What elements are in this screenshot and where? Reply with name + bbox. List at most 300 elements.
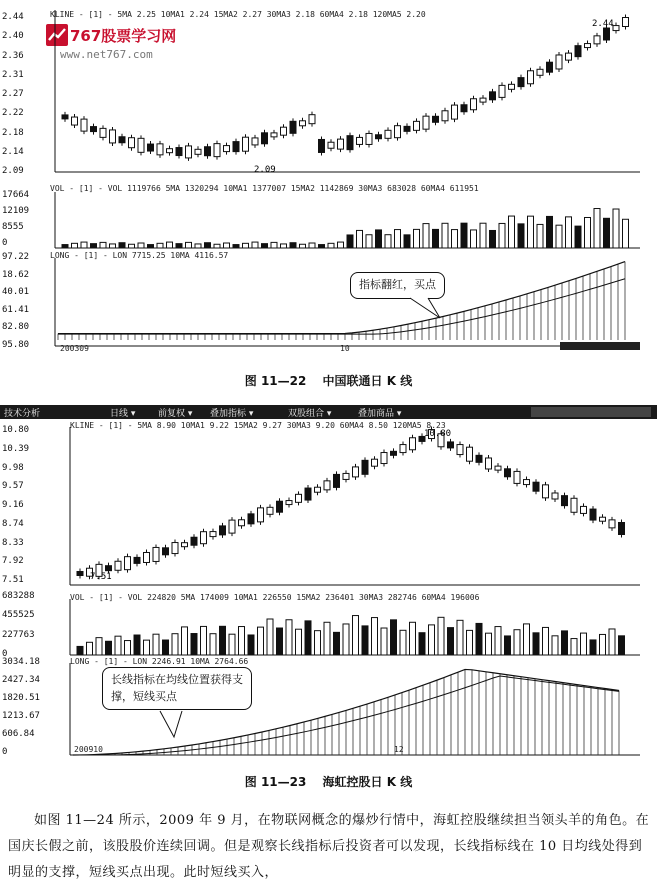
chart-1-candle — [309, 115, 315, 124]
chart-1-candle — [252, 138, 258, 145]
chart-1-vol-bar — [433, 229, 439, 248]
chart-1-candle — [138, 138, 144, 152]
chart-2-vol-bar — [533, 633, 539, 655]
chart-1-vol-bar — [442, 223, 448, 248]
chart-2-candle — [305, 488, 311, 500]
chart-1-candles — [0, 0, 657, 175]
chart-1-vol-bar — [613, 209, 619, 248]
chart-1-vol-bar — [556, 225, 562, 248]
chart-1-candle — [338, 139, 344, 149]
chart-1-vol-bar — [509, 216, 515, 248]
chart-1-candle — [157, 144, 163, 155]
chart-1-candle — [471, 99, 477, 110]
chart-1-lon-tick: 40.01 — [2, 287, 30, 298]
chart-1-candle — [347, 136, 353, 150]
chart-1-vol-bar — [300, 244, 306, 248]
chart-1-candle — [290, 121, 296, 133]
chart-1-candle — [319, 139, 325, 152]
chart-1-low-label: 2.09 — [254, 165, 276, 175]
chart-1-vol-bar — [623, 219, 629, 248]
chart-1-price-tick: 2.40 — [2, 31, 24, 42]
chart-1-lon-tick: 82.80 — [2, 322, 30, 333]
chart-1-candle — [537, 69, 543, 75]
chart-1-candle — [300, 121, 306, 126]
chart-1-vol-bar — [186, 242, 192, 248]
chart-1-vol-bar — [91, 244, 97, 248]
chart-1-vol-bar — [271, 242, 277, 248]
chart-2-vol-bar — [191, 634, 197, 655]
chart-1-kline-header: KLINE - [1] - 5MA 2.25 10MA1 2.24 15MA2 2.27 30MA3 2.18 60MA4 2.18 120MA5 2.20 — [50, 10, 426, 19]
chart-2-candle — [543, 485, 549, 498]
chart-2-candle — [172, 543, 178, 554]
chart-2-candle — [410, 438, 416, 450]
chart-2-vol-bar — [229, 634, 235, 655]
chart-1-candle — [271, 133, 277, 137]
chart-1-vol-bar — [129, 244, 135, 248]
chart-2-panel — [0, 419, 657, 799]
menu-item-analysis[interactable]: 技术分析 — [4, 409, 41, 419]
chart-2-price-tick: 7.51 — [2, 575, 24, 585]
chart-1-candle — [243, 137, 249, 151]
chart-2-vol-bar — [419, 633, 425, 655]
chart-2-candle — [106, 566, 112, 571]
chart-1-vol-bar — [243, 243, 249, 248]
chart-1-candle — [176, 148, 182, 156]
chart-2-vol-bar — [210, 634, 216, 655]
chart-2-vol-bar — [476, 623, 482, 655]
chart-1-lon-tick: 18.62 — [2, 269, 30, 280]
chart-1-callout: 指标翻红，买点 — [350, 272, 445, 299]
chart-1-candle — [186, 146, 192, 158]
chart-1-candle — [461, 105, 467, 112]
chart-1-vol-bar — [395, 230, 401, 248]
chart-2-vol-bar — [286, 620, 292, 655]
chart-1-vol-bar — [566, 217, 572, 248]
chart-1-lon-tick: 97.22 — [2, 252, 30, 262]
chart-2-vol-bar — [296, 629, 302, 655]
chart-1-caption-title: 中国联通日 K 线 — [322, 374, 413, 388]
chart-1-lon-tick: 61.41 — [2, 304, 30, 315]
chart-1-vol-bar — [262, 244, 268, 248]
chart-1-candle — [148, 144, 154, 151]
chart-2-vol-tick: 0 — [2, 649, 8, 659]
chart-2-candle — [372, 459, 378, 466]
chart-2-vol-bar — [134, 635, 140, 655]
chart-2-candle — [144, 552, 150, 562]
chart-2-candle — [457, 445, 463, 455]
chart-1-vol-bar — [338, 242, 344, 248]
chart-1-candle — [385, 130, 391, 138]
chart-1-vol-bar — [148, 245, 154, 248]
chart-1-price-tick: 2.31 — [2, 69, 24, 80]
chart-1-lon-line — [58, 262, 625, 334]
chart-1-vol-bar — [233, 245, 239, 248]
chart-2-candle — [210, 532, 216, 537]
chart-2-vol-bar — [334, 632, 340, 655]
chart-2-candle — [286, 501, 292, 505]
chart-2-vol-bar — [381, 628, 387, 655]
chart-2-vol-bar — [438, 617, 444, 655]
chart-2-candle — [562, 496, 568, 506]
chart-2-candle — [590, 509, 596, 520]
chart-1-candle — [224, 146, 230, 152]
chart-2-caption-title: 海虹控股日 K 线 — [322, 775, 413, 789]
chart-2-candle — [134, 557, 140, 563]
chart-1-price-tick: 2.27 — [2, 89, 24, 99]
chart-2-candle — [220, 526, 226, 535]
chart-1-candle — [262, 133, 268, 144]
menu-item-combo[interactable]: 双股组合 ▾ — [288, 409, 332, 419]
chart-2-vol-header: VOL - [1] - VOL 224820 5MA 174009 10MA1 226550 15MA2 236401 30MA3 282746 60MA4 196006 — [70, 593, 480, 602]
chart-1-price-tick: 2.44 — [2, 12, 24, 22]
chart-1-vol-bar — [347, 235, 353, 248]
chart-2-vol-bar — [505, 636, 511, 655]
chart-2-vol-bar — [267, 619, 273, 655]
chart-1-candle — [404, 126, 410, 131]
chart-2-vol-bar — [600, 634, 606, 655]
chart-1-candle — [81, 119, 87, 131]
chart-1-vol-bar — [319, 245, 325, 248]
chart-1-candle — [395, 126, 401, 138]
chart-2-candle — [353, 467, 359, 477]
chart-2-kline-header: KLINE - [1] - 5MA 8.90 10MA1 9.22 15MA2 9.27 30MA3 9.20 60MA4 8.50 120MA5 8.23 — [70, 421, 446, 430]
chart-2-candle — [581, 506, 587, 513]
chart-2-price-tick: 10.39 — [2, 443, 30, 454]
chart-2-lon-tick: 3034.18 — [2, 657, 40, 667]
chart-2-candle — [486, 458, 492, 469]
chart-1-vol-bar — [81, 242, 87, 248]
chart-2-vol-bar — [410, 622, 416, 655]
chart-2-vol-bar — [153, 634, 159, 655]
chart-1-date-left: 200309 — [60, 344, 89, 353]
chart-1-price-tick: 2.14 — [2, 146, 24, 157]
chart-2-high-label: 10.80 — [424, 429, 452, 439]
chart-1-vol-tick: 0 — [2, 238, 8, 248]
chart-1-vol-bar — [138, 243, 144, 248]
chart-2-vol-tick: 683288 — [2, 591, 35, 601]
chart-2-vol-bar — [258, 627, 264, 655]
chart-2-vol-bar — [172, 634, 178, 655]
chart-1-candle — [100, 128, 106, 137]
chart-1-candle — [509, 84, 515, 89]
chart-2-vol-bar — [543, 627, 549, 655]
chart-2-vol-bar — [372, 618, 378, 655]
chart-2-vol-bar — [239, 627, 245, 655]
chart-2-vol-bar — [400, 630, 406, 655]
chart-2-price-tick: 10.80 — [2, 425, 30, 435]
chart-2-candle — [600, 517, 606, 521]
chart-1-candle — [119, 137, 125, 143]
chart-1-candle — [214, 144, 220, 157]
chart-1-vol-bar — [366, 235, 372, 248]
menu-item-indicators[interactable]: 叠加指标 ▾ — [210, 409, 254, 419]
chart-2-vol-bar — [220, 626, 226, 655]
chart-1-candle — [357, 137, 363, 144]
chart-2-lon-header: LONG - [1] - LON 2246.91 10MA 2764.66 — [70, 657, 249, 666]
chart-1-scrollbar — [560, 342, 640, 350]
chart-1-candle — [585, 44, 591, 48]
chart-2-candle — [552, 493, 558, 499]
chart-2-vol-bar — [609, 629, 615, 655]
chart-1-candle — [452, 105, 458, 119]
chart-1-vol-bar — [214, 244, 220, 248]
chart-2-caption — [0, 773, 657, 790]
chart-2-vol-bar — [163, 640, 169, 655]
chart-1-price-tick: 2.36 — [2, 50, 24, 61]
chart-2-vol-bar — [96, 638, 102, 655]
menubar-window-buttons[interactable] — [531, 407, 651, 417]
chart-2-candle — [277, 501, 283, 512]
chart-1-caption — [0, 372, 657, 389]
body-paragraph-text: 如图 11—24 所示，2009 年 9 月，在物联网概念的爆炒行情中，海虹控股继续担当领头羊的角色。在国庆长假之前，该股股价连续回调。但是观察长线指标后投资者可以发现，长线指标线在 10 日均线处得到明显的支撑，短线买点出现。此时短线买入， — [8, 813, 650, 880]
chart-2-candle — [514, 471, 520, 483]
body-paragraph — [8, 808, 650, 886]
chart-1-candle — [499, 85, 505, 97]
chart-1-candle — [566, 53, 572, 60]
chart-2-vol-bar — [524, 624, 530, 655]
menu-item-adjust[interactable]: 前复权 ▾ — [158, 409, 193, 419]
chart-1-lon-tick: 95.80 — [2, 340, 30, 350]
chart-2-candle — [229, 520, 235, 533]
chart-2-vol-bar — [106, 641, 112, 655]
chart-2-price-tick: 9.16 — [2, 500, 24, 510]
chart-2-candle — [248, 514, 254, 524]
chart-2-lon-tick: 1820.51 — [2, 693, 40, 703]
chart-2-lon-tick: 2427.34 — [2, 675, 40, 685]
chart-1-candle — [518, 78, 524, 87]
chart-1-vol-bar — [585, 217, 591, 248]
chart-1-vol-bar — [328, 243, 334, 248]
chart-1-candle — [490, 92, 496, 100]
chart-2-vol-bar — [448, 628, 454, 655]
chart-1-candle — [110, 130, 116, 143]
chart-2-vol-bar — [144, 640, 150, 655]
chart-2-candle — [476, 455, 482, 462]
chart-2-candle — [239, 520, 245, 526]
chart-2-price-tick: 9.98 — [2, 462, 24, 473]
chart-2-candle — [448, 442, 454, 448]
chart-2-vol-bar — [201, 626, 207, 655]
chart-1-vol-bar — [537, 224, 543, 248]
chart-1-vol-bar — [547, 216, 553, 248]
chart-1-vol-bar — [290, 243, 296, 248]
chart-2-low-label: 7.51 — [90, 572, 112, 582]
chart-2-vol-tick: 227763 — [2, 629, 35, 640]
chart-1-candle — [62, 115, 68, 119]
chart-1-candle — [442, 111, 448, 121]
chart-1-vol-bar — [167, 242, 173, 248]
chart-1-candle — [281, 127, 287, 135]
chart-1-candle — [613, 26, 619, 31]
chart-2-vol-tick: 455525 — [2, 610, 35, 621]
chart-2-lon-tick: 1213.67 — [2, 711, 40, 721]
chart-2-candle — [495, 466, 501, 470]
chart-2-candle — [362, 460, 368, 474]
chart-1-candle — [433, 116, 439, 122]
chart-2-vol-bar — [552, 636, 558, 655]
chart-1-candle — [129, 138, 135, 148]
chart-1-vol-bar — [110, 244, 116, 248]
chart-1-vol-bar — [176, 244, 182, 248]
chart-1-vol-bar — [100, 242, 106, 248]
chart-2-vol-bar — [457, 620, 463, 655]
chart-1-vol-bar — [376, 230, 382, 248]
chart-1-lon-ma-line — [58, 279, 625, 334]
chart-2-candle — [296, 494, 302, 502]
chart-1-candle — [328, 142, 334, 148]
chart-2-vol-bar — [277, 628, 283, 655]
chart-2-candle — [258, 508, 264, 522]
chart-2-vol-bar — [467, 630, 473, 655]
chart-1-vol-bar — [252, 242, 258, 248]
chart-1-price-tick: 2.22 — [2, 108, 24, 119]
chart-2-candle — [571, 498, 577, 512]
chart-1-vol-bar — [357, 230, 363, 248]
chart-1-vol-bar — [414, 229, 420, 248]
chart-2-candle — [467, 447, 473, 461]
chart-1-vol-bar — [309, 243, 315, 248]
chart-1-vol-bar — [594, 209, 600, 248]
chart-1-lon — [0, 258, 657, 358]
chart-1-candle — [423, 116, 429, 129]
chart-1-candle — [480, 98, 486, 102]
chart-1-price-tick: 2.18 — [2, 127, 24, 138]
chart-2-candle — [125, 557, 131, 570]
chart-2-vol-bar — [590, 640, 596, 655]
chart-2-candle — [505, 469, 511, 477]
chart-2-candle — [524, 480, 530, 485]
chart-2-vol-bar — [305, 621, 311, 655]
chart-1-candle — [528, 71, 534, 84]
chart-2-price-tick: 9.57 — [2, 481, 24, 492]
chart-1-vol-bar — [490, 230, 496, 248]
chart-1-vol-bar — [62, 245, 68, 248]
chart-1-vol-bar — [604, 218, 610, 248]
chart-1-vol-bar — [499, 223, 505, 248]
chart-1-vol-tick: 17664 — [2, 190, 30, 200]
chart-2-date-mid: 12 — [394, 745, 404, 754]
chart-2-vol-bar — [486, 633, 492, 655]
chart-2-vol-bar — [571, 639, 577, 655]
chart-1-vol-bar — [423, 224, 429, 248]
chart-1-lon-header: LONG - [1] - LON 7715.25 10MA 4116.57 — [50, 251, 229, 260]
chart-1-vol-bar — [224, 243, 230, 248]
chart-1-vol-bar — [119, 243, 125, 248]
chart-1-candle — [366, 133, 372, 144]
chart-2-candle — [182, 543, 188, 547]
chart-1-candle — [205, 147, 211, 156]
chart-2-candle — [609, 520, 615, 528]
chart-2-vol-bar — [115, 636, 121, 655]
chart-2-vol-bar — [353, 616, 359, 655]
chart-2-vol-bar — [619, 636, 625, 655]
chart-2-vol-bar — [562, 631, 568, 655]
chart-1-candle — [575, 46, 581, 57]
chart-1-date-mid: 10 — [340, 344, 350, 353]
menu-item-overlay[interactable]: 叠加商品 ▾ — [358, 409, 402, 419]
chart-2-candle — [267, 507, 273, 514]
chart-2-candle — [391, 451, 397, 455]
chart-2-candle — [334, 474, 340, 487]
chart-1-candle — [167, 149, 173, 153]
logo-url: www.net767.com — [60, 48, 153, 61]
chart-2-vol-bar — [495, 627, 501, 655]
chart-2-caption-number: 图 11—23 — [244, 775, 307, 789]
chart-2-vol-bar — [77, 646, 83, 655]
chart-2-vol-bar — [514, 630, 520, 655]
chart-1-price-tick: 2.09 — [2, 166, 24, 176]
chart-1-candle — [376, 135, 382, 139]
chart-2-candle — [400, 445, 406, 453]
chart-2-price-tick: 7.92 — [2, 556, 24, 567]
chart-2-vol-bar — [362, 626, 368, 655]
chart-2-candle — [343, 473, 349, 479]
chart-1-vol-bar — [195, 244, 201, 248]
chart-2-candle — [619, 523, 625, 535]
chart-1-vol-header: VOL - [1] - VOL 1119766 5MA 1320294 10MA1 1377007 15MA2 1142869 30MA3 683028 60MA4 611951 — [50, 184, 479, 193]
chart-1-vol-bar — [452, 230, 458, 248]
chart-1-vol-bar — [72, 243, 78, 248]
chart-1-candle — [556, 55, 562, 69]
chart-1-vol-bar — [575, 226, 581, 248]
chart-1-panel — [0, 0, 657, 395]
chart-1-vol-bar — [528, 216, 534, 248]
chart-2-lon-tick: 0 — [2, 747, 8, 757]
chart-1-vol-bar — [281, 244, 287, 248]
chart-1-candle — [91, 127, 97, 132]
chart-2-vol-bar — [125, 641, 131, 655]
chart-2-candle — [77, 572, 83, 576]
logo-text: 767股票学习网 — [70, 26, 177, 45]
chart-1-vol-bar — [157, 243, 163, 248]
chart-1-candle — [414, 121, 420, 130]
chart-2-vol-bar — [324, 622, 330, 655]
chart-1-vol-tick: 12109 — [2, 206, 30, 216]
chart-2-price-tick: 8.74 — [2, 518, 24, 529]
chart-2-candle — [163, 548, 169, 555]
chart-1-candle — [623, 18, 629, 27]
chart-2-lon-tick: 606.84 — [2, 729, 35, 739]
menu-item-period[interactable]: 日线 ▾ — [110, 409, 136, 419]
chart-2-vol-bar — [248, 635, 254, 655]
chart-2-date-left: 200910 — [74, 745, 103, 754]
chart-1-candle — [195, 149, 201, 154]
chart-2-vol-bar — [391, 620, 397, 655]
chart-1-vol-bar — [385, 235, 391, 248]
chart-1-vol-bar — [461, 223, 467, 248]
chart-1-vol-bar — [471, 230, 477, 248]
chart-2-candle — [201, 532, 207, 544]
chart-2-vol-bar — [315, 631, 321, 655]
chart-2-candles — [0, 419, 657, 589]
chart-2-vol-bar — [87, 642, 93, 655]
chart-1-candle — [233, 142, 239, 152]
chart-2-candle — [533, 482, 539, 491]
chart-2-callout: 长线指标在均线位置获得支撑，短线买点 — [102, 667, 252, 710]
chart-2-candle — [191, 537, 197, 545]
chart-2-candle — [153, 547, 159, 561]
chart-1-vol-bar — [205, 243, 211, 248]
chart-1-candle — [604, 28, 610, 40]
chart-2-candle — [115, 561, 121, 570]
chart-2-vol-bar — [429, 625, 435, 655]
chart-2-vol-bar — [581, 633, 587, 655]
chart-1-vol-bar — [480, 223, 486, 248]
chart-2-vol-bar — [182, 627, 188, 655]
chart-2-candle — [315, 487, 321, 492]
chart-1-high-label: 2.44 — [592, 19, 614, 29]
chart-2-candle — [324, 481, 330, 490]
